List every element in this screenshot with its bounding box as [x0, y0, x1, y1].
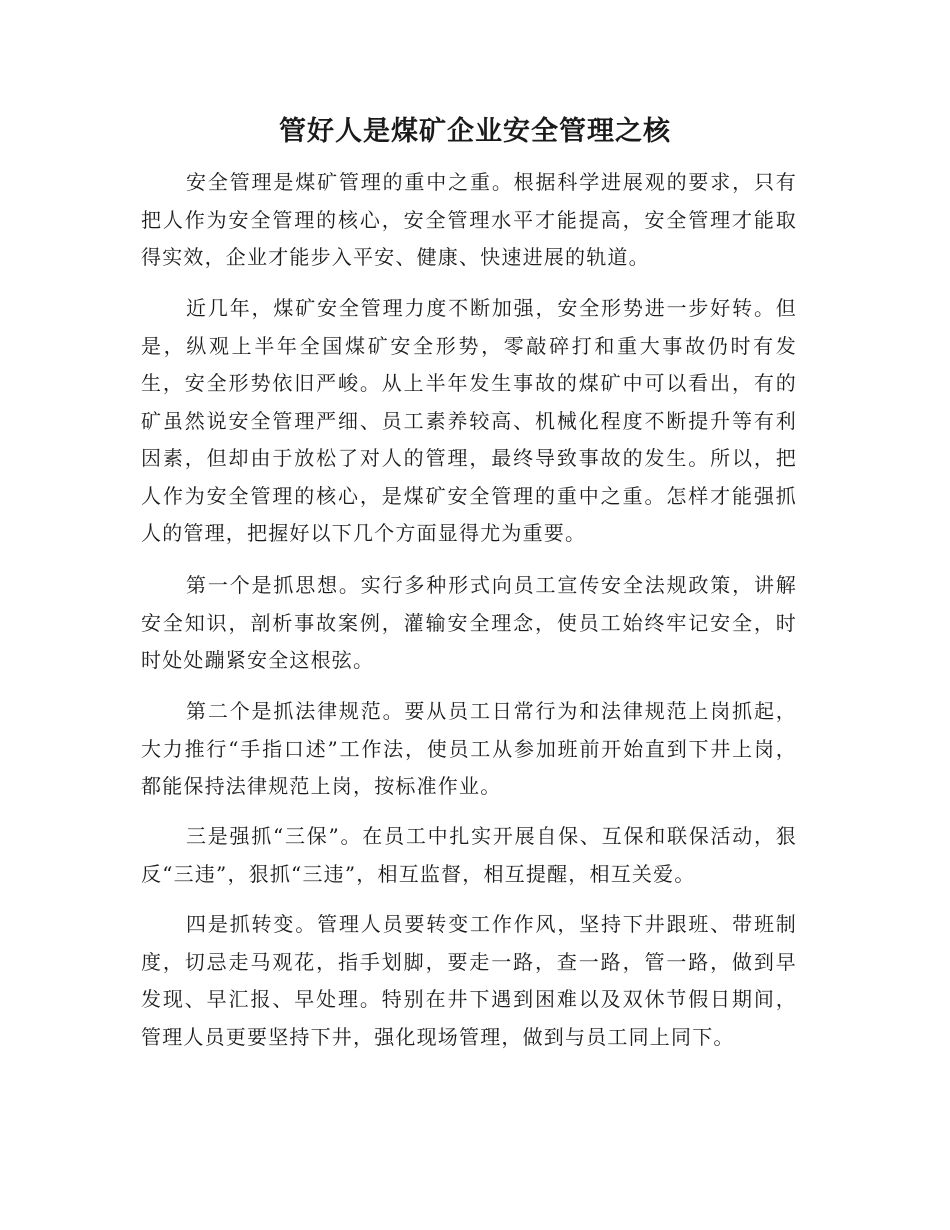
document-title: 管好人是煤矿企业安全管理之核 [279, 116, 671, 147]
paragraph-3: 第一个是抓思想。实行多种形式向员工宣传安全法规政策，讲解安全知识，剖析事故案例，灌输安全理念，使员工始终牢记安全，时时处处蹦紧安全这根弦。 [141, 573, 797, 672]
paragraph-1: 安全管理是煤矿管理的重中之重。根据科学进展观的要求，只有把人作为安全管理的核心，安全管理水平才能提高，安全管理才能取得实效，企业才能步入平安、健康、快速进展的轨道。 [141, 170, 797, 269]
paragraph-4: 第二个是抓法律规范。要从员工日常行为和法律规范上岗抓起，大力推行“手指口述”工作法，使员工从参加班前开始直到下井上岗，都能保持法律规范上岗，按标准作业。 [141, 699, 797, 798]
paragraph-2: 近几年，煤矿安全管理力度不断加强，安全形势进一步好转。但是，纵观上半年全国煤矿安全形势，零敲碎打和重大事故仍时有发生，安全形势依旧严峻。从上半年发生事故的煤矿中可以看出，有的矿虽然说安全管理严细、员工素养较高、机械化程度不断提升等有利因素，但却由于放松了对人的管理，最终导致事故的发生。所以，把人作为安全管理的核心，是煤矿安全管理的重中之重。怎样才能强抓人的管理，把握好以下几个方面显得尤为重要。 [141, 296, 797, 545]
paragraph-6: 四是抓转变。管理人员要转变工作作风，坚持下井跟班、带班制度，切忌走马观花，指手划脚，要走一路，查一路，管一路，做到早发现、早汇报、早处理。特别在井下遇到困难以及双休节假日期间，管理人员更要坚持下井，强化现场管理，做到与员工同上同下。 [141, 912, 797, 1049]
paragraph-5: 三是强抓“三保”。在员工中扎实开展自保、互保和联保活动，狠反“三违”，狠抓“三违”，相互监督，相互提醒，相互关爱。 [141, 824, 797, 886]
